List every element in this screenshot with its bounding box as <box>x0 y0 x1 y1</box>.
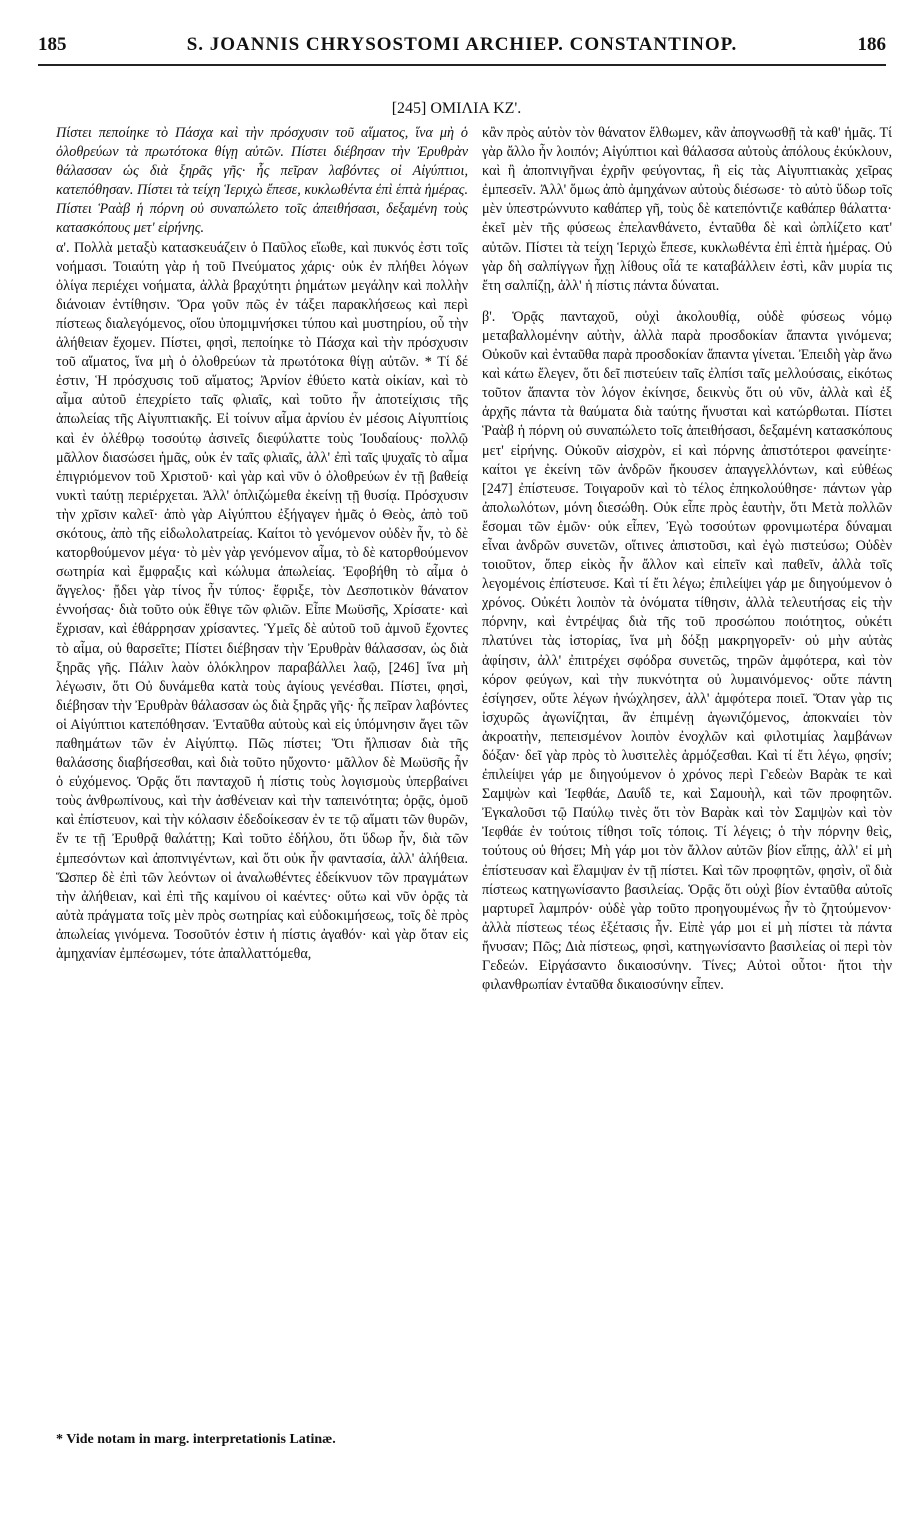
left-paragraph-2: α'. Πολλὰ μεταξὺ κατασκευάζειν ὁ Παῦλος εἴωθε, καὶ πυκνός ἐστι τοῖς νοήμασι. Τοιαύτη γὰρ ἡ τοῦ Πνεύματος χάρις· οὐκ ἐν πλήθει λόγων ὀλίγα περιέχει νοήματα, ἀλλὰ βραχύτητι ῥημάτων μεγάλην καὶ πολλὴν διάνοιαν ἐντίθησιν. Ὅρα γοῦν πῶς ἐν τάξει παρακλήσεως καὶ περὶ πίστεως διαλεγόμενος, οἵου ὑπομιμνήσκει τύπου καὶ μυστηρίου, οὗ τὴν ἀλήθειαν ἔχομεν. Πίστει, φησὶ, πεποίηκε τὸ Πάσχα καὶ τὴν πρόσχυσιν τοῦ αἵματος, ἵνα μὴ ὁ ὀλοθρεύων τὰ πρωτότοκα θίγῃ αὐτῶν. * Τί δέ ἐστιν, Ἡ πρόσχυσις τοῦ αἵματος; Ἀρνίον ἐθύετο κατὰ οἰκίαν, καὶ τὸ αἷμα αὐτοῦ ἐπεχρίετο ταῖς φλιαῖς, καὶ τοῦτο ἦν ἀποτείχισις τῆς ἀπωλείας τῆς Αἰγυπτιακῆς. Εἰ τοίνυν αἷμα ἀρνίου ἐν μέσοις Αἰγυπτίοις καὶ ἐν ὀλέθρῳ τοσούτῳ ἀσινεῖς διεφύλαττε τοὺς Ἰουδαίους· πολλῷ μᾶλλον διασώσει ἡμᾶς, οὐκ ἐν ταῖς φλιαῖς, ἀλλ' ἐπὶ ταῖς ψυχαῖς τὸ αἷμα ἐπιγριόμενον τοῦ Χριστοῦ· καὶ γὰρ καὶ νῦν ὁ ὀλοθρεύων ἐν τῇ βαθείᾳ νυκτὶ ταύτῃ περιέρχεται. Ἀλλ' ὁπλιζώμεθα ἐκείνῃ τῇ θυσίᾳ. Πρόσχυσιν τὴν χρῖσιν καλεῖ· ἀπὸ γὰρ Αἰγύπτου ἐξήγαγεν ἡμᾶς ὁ Θεὸς, ἀπὸ τοῦ σκότους, ἀπὸ τῆς εἰδωλολατρείας. Καίτοι τὸ γενόμενον οὐδὲν ἦν, τὸ δὲ κατορθούμενον μέγα· τὸ μὲν γὰρ γενόμενον αἷμα, τὸ δὲ κατορθούμενον σωτηρία καὶ ἔμφραξις καὶ κώλυμα ἀπωλείας. Ἐφοβήθη τὸ αἷμα ὁ ἄγγελος· ᾔδει γὰρ τίνος ἦν τύπος· ἔφριξε, τὸν Δεσποτικὸν θάνατον ἐννοήσας· διὰ τοῦτο οὐκ ἔθιγε τῶν φλιῶν. Εἶπε Μωϋσῆς, Χρίσατε· καὶ ἔχρισαν, καὶ ἐθάρρησαν χρίσαντες. Ὑμεῖς δὲ αὐτοῦ τοῦ ἀμνοῦ ἔχοντες τὸ αἷμα, οὐ θαρσεῖτε; Πίστει διέβησαν τὴν Ἐρυθρὰν θάλασσαν, ὡς διὰ ξηρᾶς γῆς. Πάλιν λαὸν ὁλόκληρον παραβάλλει λαῷ, [246] ἵνα μὴ λέγωσιν, ὅτι Οὐ δυνάμεθα κατὰ τοὺς ἁγίους γενέσθαι. Πίστει, φησὶ, διέβησαν τὴν Ἐρυθρὰν θάλασσαν ὡς διὰ ξηρᾶς γῆς· ἧς πεῖραν λαβόντες οἱ Αἰγύπτιοι κατεπόθησαν. Ἐνταῦθα αὐτοὺς καὶ εἰς ὑπόμνησιν ἄγει τῶν παθημάτων τῶν ἐν Αἰγύπτῳ. Πῶς πίστει; Ὅτι ἤλπισαν διὰ τῆς θαλάσσης διαβήσεσθαι, καὶ διὰ τοῦτο ηὔχοντο· μᾶλλον δὲ Μωϋσῆς ἦν ὁ εὐχόμενος. Ὁρᾷς ὅτι πανταχοῦ ἡ πίστις τοὺς λογισμοὺς ὑπερβαίνει τοὺς ἀνθρωπίνους, καὶ τὴν ἀσθένειαν καὶ τὴν ταπεινότητα; ὁρᾷς, ὁμοῦ καὶ ἐπίστευον, καὶ τὴν κόλασιν ἐδεδοίκεσαν ἐν τε τῷ αἵματι τῶν θυρῶν, ἔν τε τῇ Ἐρυθρᾷ θαλάττῃ; Καὶ τοῦτο ἐδήλου, ὅτι ὕδωρ ἦν, διὰ τῶν ἐμπεσόντων καὶ ἀποπνιγέντων, καὶ ὅτι οὐκ ἦν φαντασία, ἀλλ' ἀλήθεια. Ὥσπερ δὲ ἐπὶ τῶν λεόντων οἱ ἀναλωθέντες ἐδείκνυον τῶν πραγμάτων τὴν ἀλήθειαν, καὶ ἐπὶ τῆς καμίνου οἱ καέντες· οὕτω καὶ νῦν ὁρᾷς τὰ αὐτὰ πράγματα τοῖς μὲν πρὸς σωτηρίας καὶ εὐδοκιμήσεως, τοῖς δὲ πρὸς ἀπωλείας γινόμενα. Τοσοῦτόν ἐστιν ἡ πίστις ἀγαθόν· καὶ γὰρ ὅταν εἰς ἀμηχανίαν ἐμπέσωμεν, τότε ἀπαλλαττόμεθα, <box>56 239 468 963</box>
homily-title: [245] ΟΜΙΛΙΑ ΚΖ'. <box>391 100 522 117</box>
page-number-left: 185 <box>38 34 67 55</box>
paragraph-gap <box>482 296 892 308</box>
page-number-right: 186 <box>857 34 886 55</box>
running-title: S. JOANNIS CHRYSOSTOMI ARCHIEP. CONSTANTINOP. <box>186 34 738 55</box>
left-column <box>56 124 468 964</box>
footnote: * Vide notam in marg. interpretationis Latinæ. <box>56 1432 336 1447</box>
left-paragraph-1: Πίστει πεποίηκε τὸ Πάσχα καὶ τὴν πρόσχυσιν τοῦ αἵματος, ἵνα μὴ ὁ ὀλοθρεύων τὰ πρωτότοκα θίγῃ αὐτῶν. Πίστει διέβησαν τὴν Ἐρυθρὰν θάλασσαν ὡς διὰ ξηρᾶς γῆς· ἧς πεῖραν λαβόντες οἱ Αἰγύπτιοι, κατεπόθησαν. Πίστει τὰ τείχη Ἱεριχὼ ἔπεσε, κυκλωθέντα ἐπὶ ἑπτὰ ἡμέρας. Πίστει Ῥαὰβ ἡ πόρνη οὐ συναπώλετο τοῖς ἀπειθήσασι, δεξαμένη τοὺς κατασκόπους μετ' εἰρήνης. <box>56 125 468 237</box>
right-paragraph-2: β'. Ὁρᾷς πανταχοῦ, οὐχὶ ἀκολουθίᾳ, οὐδὲ φύσεως νόμῳ μεταβαλλομένην αὐτὴν, ἀλλὰ παρὰ προσδοκίαν ἅπαντα γινόμενα; Οὐκοῦν καὶ ἐνταῦθα παρὰ προσδοκίαν ἅπαντα γίνεται. Ἐπειδὴ γὰρ ἄνω καὶ κάτω ἔλεγεν, ὅτι δεῖ πιστεύειν ταῖς ἐλπίσι ταῖς μελλούσαις, εἰκότως τοῦτον ἅπαντα τὸν λόγον ἐκίνησε, δεικνὺς ὅτι οὐ νῦν, ἀλλὰ καὶ ἐξ ἀρχῆς πάντα τὰ θαύματα διὰ ταύτης ἤνυσται καὶ κατώρθωται. Πίστει Ῥαὰβ ἡ πόρνη οὐ συναπώλετο τοῖς ἀπειθήσασι, δεξαμένη κατασκόπους μετ' εἰρήνης. Οὐκοῦν αἰσχρὸν, εἰ καὶ πόρνης ἀπιστότεροι φανείητε· καίτοι γε ἐκείνη τῶν ἀνδρῶν ἤκουσεν ἀπαγγελλόντων, καὶ εὐθέως [247] ἐπίστευσε. Τοιγαροῦν καὶ τὸ τέλος ἐπηκολούθησε· πάντων γὰρ ἀπολωλότων, μόνη διεσώθη. Οὐκ εἶπε πρὸς ἑαυτὴν, ὅτι Μετὰ πολλῶν ἔσομαι τῶν ἐμῶν· οὐκ εἶπεν, Ἐγὼ τοσούτων φρονιμωτέρα δύναμαι εἶναι ἀνδρῶν συνετῶν, οἵτινες ἀπιστοῦσι, καὶ ἐγὼ πιστεύσω; Οὐδὲν τοιοῦτον, ὅπερ εἰκὸς ἦν ἄλλον καὶ εἰπεῖν καὶ παθεῖν, ἀλλὰ τοῖς λεγομένοις ἐπίστευσε. Καὶ τί ἔτι λέγω; ἐπιλείψει γάρ με διηγούμενον ὁ χρόνος. Οὐκέτι λοιπὸν τὰ ὀνόματα τίθησιν, ἀλλὰ τελευτήσας εἰς τὴν πόρνην, καὶ ἐντρέψας διὰ τῆς τοῦ προσώπου ποιότητος, οὐκέτι πλατύνει τὰς ἱστορίας, ἵνα μὴ δόξῃ μακρηγορεῖν· οὐ μὴν αὐτὰς ἀφίησιν, ἀλλ' ἐπιτρέχει σφόδρα συνετῶς, τηρῶν ἀμφότερα, καὶ τὸν κόρον φεύγων, καὶ τὴν πυκνότητα οὐ λυμαινόμενος· οὔτε πάντη ἐσίγησεν, οὔτε λέγων ἠνώχλησεν, ἀλλ' ἀμφότερα ποιεῖ. Ὅταν γὰρ τις ἰσχυρῶς ἀγωνίζηται, ἂν ἐπιμένῃ ἀγωνιζόμενος, ἀποκναίει τὸν ἀκροατὴν, πεπεισμένον λοιπὸν ἐνοχλῶν καὶ φιλοτιμίας λαμβάνων δόξαν· δεῖ γὰρ πρὸς τὸ λυσιτελὲς ἁρμόζεσθαι. Καὶ τί ἔτι λέγω, φησίν; ἐπιλείψει γάρ με διηγούμενον ὁ χρόνος περὶ Γεδεὼν Βαρὰκ τε καὶ Σαμψὼν καὶ Ἰεφθάε, Δαυΐδ τε, καὶ Σαμουὴλ, καὶ τῶν προφητῶν. Ἐγκαλοῦσι τῷ Παύλῳ τινὲς ὅτι τὸν Βαρὰκ καὶ τὸν Σαμψὼν καὶ τὸν Ἰεφθάε ἐν τούτοις τίθησι τοῖς τόποις. Τί λέγεις; ὁ τὴν πόρνην θεὶς, τούτους οὐ θήσει; Μὴ γάρ μοι τὸν ἄλλον αὐτῶν βίον εἴπῃς, ἀλλ' εἰ μὴ ἐπίστευσαν καὶ ἔλαμψαν ἐν τῇ πίστει. Καὶ τῶν προφητῶν, φησὶν, οἳ διὰ πίστεως κατηγωνίσαντο βασιλείας. Ὁρᾷς ὅτι οὐχὶ βίον ἐνταῦθα αὐτοῖς μαρτυρεῖ λαμπρόν· οὐδὲ γὰρ τοῦτο προηγουμένως ἦν τὸ ζητούμενον· ἀλλὰ πίστεως τέως ἐξέτασις ἦν. Εἰπὲ γάρ μοι εἰ μὴ πίστει τὰ πάντα ἤνυσαν; Πῶς; Διὰ πίστεως, φησὶ, κατηγωνίσαντο βασιλείας οἱ περὶ τὸν Γεδεών. Εἰργάσαντο δικαιοσύνην. Τίνες; Αὐτοὶ οὗτοι· ἤτοι τὴν φιλανθρωπίαν ἐνταῦθα δικαιοσύνην εἶπεν. <box>482 308 892 994</box>
running-header <box>38 30 886 66</box>
right-column <box>482 124 892 995</box>
right-paragraph-1: κἂν πρὸς αὐτὸν τὸν θάνατον ἔλθωμεν, κἂν ἀπογνωσθῇ τὰ καθ' ἡμᾶς. Τί γὰρ ἄλλο ἦν λοιπόν; Αἰγύπτιοι καὶ θάλασσα αὐτοὺς ἀπόλους ἐκύκλουν, καὶ ἢ ἀποπνιγῆναι ἐχρῆν φεύγοντας, ἢ εἰς τὰς Αἰγυπτιακὰς χεῖρας ἐμπεσεῖν. Ἀλλ' ὅμως ἀπὸ ἀμηχάνων αὐτοὺς διέσωσε· τὸ αὐτὸ ὕδωρ τοῖς μὲν ὑπεστρώννυτο καθάπερ γῆ, τοὺς δὲ κατεπόντιζε καθάπερ θάλαττα· ἐκεῖ μὲν τῆς φύσεως ἐπελανθάνετο, ἐνταῦθα δὲ καὶ ὡπλίζετο κατ' αὐτῶν. Πίστει τὰ τείχη Ἱεριχὼ ἔπεσε, κυκλωθέντα ἐπὶ ἑπτὰ ἡμέρας. Οὐ γὰρ δὴ σαλπίγγων ἦχῃ λίθους οἷά τε καταβάλλειν ἐστὶ, κἂν μυρία τις ἔτη σαλπίζῃ, ἀλλ' ἡ πίστις πάντα δύναται. <box>482 125 892 294</box>
